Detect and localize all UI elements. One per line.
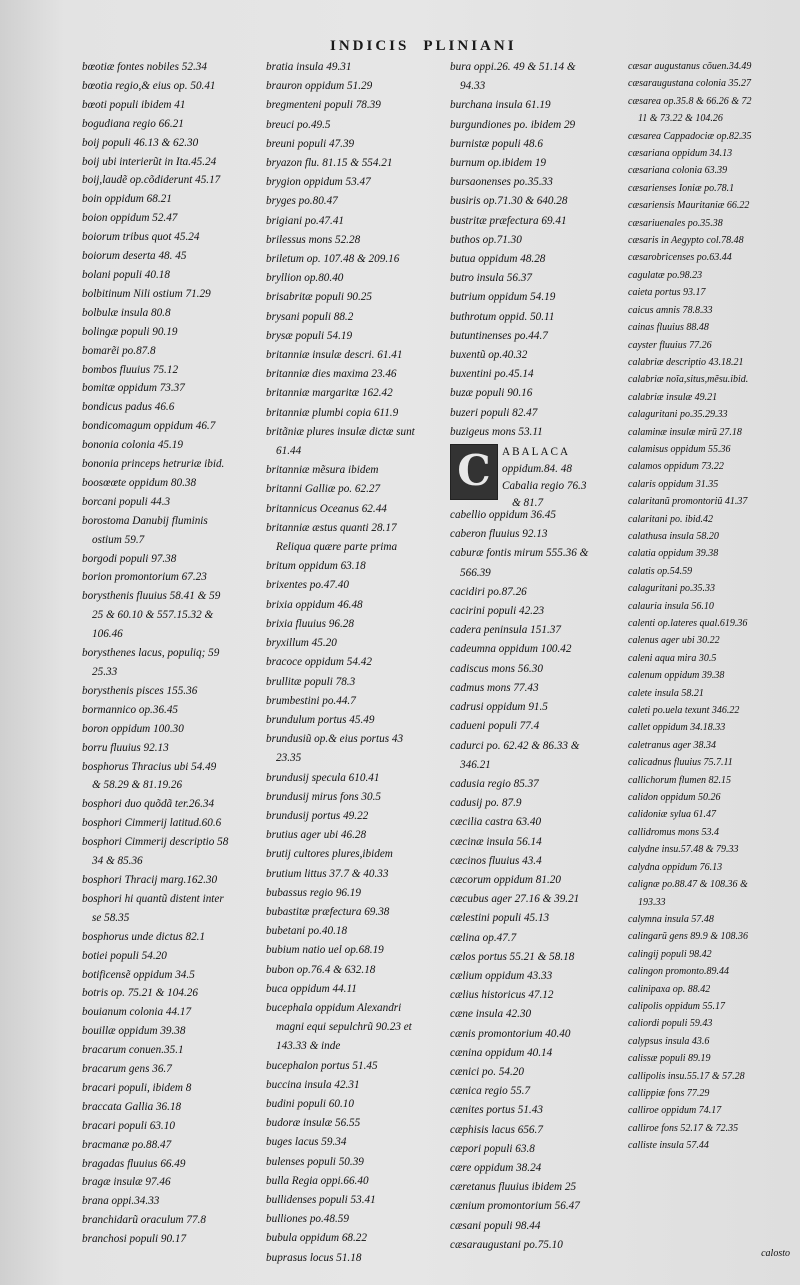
index-entry: brutium littus 37.7 & 40.33: [266, 867, 389, 880]
index-entry: cadrusi oppidum 91.5: [450, 701, 548, 714]
index-entry: brundulum portus 45.49: [266, 713, 375, 726]
index-entry: bucephala oppidum Alexandri: [266, 1001, 402, 1014]
index-entry: bragadas fluuius 66.49: [82, 1157, 186, 1170]
index-entry: caliordi populi 59.43: [628, 1018, 713, 1030]
index-entry: borostoma Danubij fluminis: [82, 514, 208, 527]
section-line: Cabalia regio 76.3: [502, 480, 587, 493]
index-entry: bosphorus unde dictus 82.1: [82, 930, 206, 943]
index-entry: bouianum colonia 44.17: [82, 1006, 192, 1019]
index-entry: breuni populi 47.39: [266, 137, 355, 150]
index-entry: Reliqua quære parte prima: [276, 541, 398, 554]
index-entry: 346.21: [460, 758, 491, 771]
index-entry: buges lacus 59.34: [266, 1136, 347, 1149]
index-entry: bubetani po.40.18: [266, 925, 348, 938]
index-entry: brigiani po.47.41: [266, 214, 345, 227]
index-entry: boiorum deserta 48. 45: [82, 250, 187, 263]
index-entry: boin oppidum 68.21: [82, 193, 172, 206]
index-entry: bosphori Cimmerij descriptio 58: [82, 836, 229, 849]
index-entry: cæretanus fluuius ibidem 25: [450, 1181, 577, 1194]
index-entry: bormannico op.36.45: [82, 703, 179, 716]
index-entry: cæsaris in Aegypto col.78.48: [628, 235, 744, 247]
index-entry: braccata Gallia 36.18: [82, 1100, 182, 1113]
index-entry: calabriæ descriptio 43.18.21: [628, 356, 744, 368]
index-entry: bolani populi 40.18: [82, 268, 170, 281]
index-entry: budoræ insulæ 56.55: [266, 1117, 361, 1130]
index-entry: bosphorus Thracius ubi 54.49: [82, 760, 217, 773]
index-entry: cælium oppidum 43.33: [450, 969, 553, 982]
index-column-4: [628, 58, 790, 1155]
index-entry: calingij populi 98.42: [628, 948, 712, 960]
index-entry: buca oppidum 44.11: [266, 982, 357, 995]
index-entry: cadusij po. 87.9: [450, 797, 522, 810]
index-entry: branchidarũ oraculum 77.8: [82, 1214, 206, 1227]
index-entry: britannicus Oceanus 62.44: [266, 502, 387, 515]
index-entry: borysthenis pisces 155.36: [82, 684, 198, 697]
index-entry: calliste insula 57.44: [628, 1140, 709, 1152]
index-entry: botificensẽ oppidum 34.5: [82, 968, 195, 981]
index-entry: 34 & 85.36: [92, 855, 143, 868]
index-entry: burchana insula 61.19: [450, 99, 551, 112]
index-entry: bubon op.76.4 & 632.18: [266, 963, 376, 976]
index-entry: cadueni populi 77.4: [450, 720, 540, 733]
index-entry: calaguritani po.35.29.33: [628, 409, 728, 421]
index-entry: 106.46: [92, 628, 123, 641]
index-entry: burnistæ populi 48.6: [450, 137, 543, 150]
index-entry: caleti po.uela texunt 346.22: [628, 705, 740, 717]
index-entry: brysæ populi 54.19: [266, 329, 353, 342]
index-entry: cæcorum oppidum 81.20: [450, 873, 561, 886]
index-entry: cæcinos fluuius 43.4: [450, 854, 542, 867]
index-entry: bubula oppidum 68.22: [266, 1232, 367, 1245]
index-entry: boij ubi interierũt in Ita.45.24: [82, 155, 217, 168]
index-entry: cæsani populi 98.44: [450, 1219, 541, 1232]
index-entry: se 58.35: [92, 911, 130, 924]
index-entry: cayster fluuius 77.26: [628, 339, 712, 351]
index-entry: cære oppidum 38.24: [450, 1161, 542, 1174]
index-entry: calabriæ noĩa,situs,mẽsu.ibid.: [628, 374, 749, 386]
index-entry: borysthenis fluuius 58.41 & 59: [82, 590, 221, 603]
index-column-3-b-entries: [450, 58, 622, 442]
index-entry: callippiæ fons 77.29: [628, 1087, 710, 1099]
index-entry: bosphori duo quõdã ter.26.34: [82, 798, 215, 811]
index-entry: calliroe fons 52.17 & 72.35: [628, 1122, 739, 1134]
index-entry: bryges po.80.47: [266, 195, 338, 208]
index-entry: brundusij mirus fons 30.5: [266, 790, 381, 803]
index-entry: bura oppi.26. 49 & 51.14 &: [450, 61, 576, 73]
index-entry: butua oppidum 48.28: [450, 253, 546, 266]
index-entry: calymna insula 57.48: [628, 913, 714, 925]
section-line: oppidum.84. 48: [502, 463, 572, 476]
index-entry: brundusij portus 49.22: [266, 809, 369, 822]
section-line: ABALACA: [502, 446, 571, 459]
index-entry: brundusij specula 610.41: [266, 771, 380, 784]
index-entry: buthos op.71.30: [450, 233, 522, 246]
index-entry: calypsus insula 43.6: [628, 1035, 710, 1047]
index-entry: britanniæ æstus quanti 28.17: [266, 521, 397, 534]
index-entry: bosphori Cimmerij latitud.60.6: [82, 817, 222, 830]
index-entry: budini populi 60.10: [266, 1097, 354, 1110]
index-entry: bullidenses populi 53.41: [266, 1193, 376, 1206]
index-entry: calenti op.lateres qual.619.36: [628, 618, 748, 629]
index-column-3: [450, 58, 622, 1255]
index-entry: borgodi populi 97.38: [82, 552, 177, 565]
index-entry: cadusia regio 85.37: [450, 777, 539, 790]
index-entry: brixia fluuius 96.28: [266, 617, 354, 630]
index-entry: bulliones po.48.59: [266, 1213, 349, 1226]
index-entry: calaritanũ promontoriũ 41.37: [628, 496, 748, 508]
index-entry: borcani populi 44.3: [82, 495, 171, 508]
index-entry: bracarum gens 36.7: [82, 1063, 172, 1076]
index-column-2: [266, 58, 444, 1268]
index-entry: callipolis insu.55.17 & 57.28: [628, 1070, 745, 1082]
index-entry: bolbitinum Nili ostium 71.29: [82, 287, 211, 300]
index-entry: cæsarobricenses po.63.44: [628, 252, 732, 264]
index-entry: cadeumna oppidum 100.42: [450, 643, 572, 656]
index-entry: cæsariuenales po.35.38: [628, 217, 723, 229]
index-entry: calignæ po.88.47 & 108.36 &: [628, 879, 748, 891]
index-entry: butrium oppidum 54.19: [450, 291, 556, 304]
index-entry: britanniæ margaritæ 162.42: [266, 387, 393, 400]
index-entry: calete insula 58.21: [628, 687, 704, 699]
index-entry: caletranus ager 38.34: [628, 739, 717, 751]
index-entry: calamos oppidum 73.22: [628, 461, 724, 473]
index-entry: boij,laudẽ op.cõdiderunt 45.17: [82, 174, 221, 187]
index-entry: cæne insula 42.30: [450, 1008, 532, 1021]
index-entry: cadmus mons 77.43: [450, 681, 539, 694]
index-entry: bubium natio uel op.68.19: [266, 944, 384, 957]
index-entry: cæsar augustanus cõuen.34.49: [628, 61, 752, 72]
section-c-start: [450, 444, 622, 510]
index-entry: cælos portus 55.21 & 58.18: [450, 950, 575, 963]
index-entry: boiorum tribus quot 45.24: [82, 231, 200, 244]
index-entry: butuntinenses po.44.7: [450, 329, 548, 342]
index-entry: brutij cultores plures,ibidem: [266, 848, 393, 861]
index-entry: bracarum conuen.35.1: [82, 1044, 184, 1057]
index-entry: bogudiana regio 66.21: [82, 117, 184, 130]
index-entry: cacidiri po.87.26: [450, 585, 527, 598]
index-entry: caicus amnis 78.8.33: [628, 304, 713, 316]
index-entry: 61.44: [276, 445, 302, 458]
index-entry: calissæ populi 89.19: [628, 1053, 711, 1065]
index-entry: cæsarea op.35.8 & 66.26 & 72: [628, 95, 752, 107]
index-entry: cæcubus ager 27.16 & 39.21: [450, 893, 580, 906]
index-entry: bragæ insulæ 97.46: [82, 1176, 171, 1189]
index-entry: cæsariana oppidum 34.13: [628, 148, 733, 160]
catchword: calosto: [761, 1248, 790, 1259]
index-entry: bosphori Thracij marg.162.30: [82, 873, 218, 886]
index-entry: bononia princeps hetruriæ ibid.: [82, 458, 225, 471]
index-entry: 566.39: [460, 566, 491, 579]
index-entry: buzeri populi 82.47: [450, 406, 538, 419]
index-entry: cæsaraugustana colonia 35.27: [628, 78, 752, 90]
index-entry: britanniæ dies maxima 23.46: [266, 368, 397, 381]
index-entry: cælina op.47.7: [450, 931, 517, 944]
index-entry: cæpori populi 63.8: [450, 1142, 535, 1155]
index-entry: calatis op.54.59: [628, 565, 693, 577]
index-entry: calidon oppidum 50.26: [628, 792, 721, 804]
index-entry: cadiscus mons 56.30: [450, 662, 543, 675]
index-entry: britãniæ plures insulæ dictæ sunt: [266, 425, 415, 438]
index-entry: busiris op.71.30 & 640.28: [450, 195, 568, 208]
index-entry: bracoce oppidum 54.42: [266, 656, 372, 669]
index-entry: 25 & 60.10 & 557.15.32 &: [92, 609, 214, 622]
index-entry: bosphori hi quantũ distent inter: [82, 892, 224, 905]
index-entry: cæsarienses Ioniæ po.78.1: [628, 182, 735, 194]
index-entry: bustritæ præfectura 69.41: [450, 214, 567, 227]
running-header: [330, 38, 590, 55]
index-entry: britanniæ insulæ descri. 61.41: [266, 349, 403, 362]
section-line: & 81.7: [512, 497, 544, 510]
index-entry: buxentini po.45.14: [450, 368, 534, 381]
index-entry: cadera peninsula 151.37: [450, 624, 561, 637]
index-entry: calingarũ gens 89.9 & 108.36: [628, 931, 748, 943]
index-entry: calingon promonto.89.44: [628, 966, 730, 978]
index-entry: caberon fluuius 92.13: [450, 528, 548, 541]
index-entry: brutius ager ubi 46.28: [266, 829, 367, 842]
index-entry: & 58.29 & 81.19.26: [92, 779, 183, 792]
index-entry: cænici po. 54.20: [450, 1065, 524, 1078]
index-entry: cainas fluuius 88.48: [628, 322, 709, 334]
index-entry: callichorum flumen 82.15: [628, 774, 732, 786]
index-entry: britanniæ plumbi copia 611.9: [266, 406, 399, 419]
index-entry: borysthenes lacus, populiq; 59: [82, 647, 220, 660]
index-entry: bracmanæ po.88.47: [82, 1138, 172, 1151]
index-entry: bregmenteni populi 78.39: [266, 99, 381, 112]
index-entry: burgundiones po. ibidem 29: [450, 118, 576, 131]
section-c-first-entry: [502, 444, 627, 512]
index-entry: calicadnus fluuius 75.7.11: [628, 757, 733, 769]
index-entry: calipolis oppidum 55.17: [628, 1000, 725, 1012]
index-entry: callet oppidum 34.18.33: [628, 722, 726, 734]
index-column-1: [82, 58, 262, 1249]
index-entry: buxentũ op.40.32: [450, 349, 528, 362]
index-entry: calathusa insula 58.20: [628, 530, 719, 542]
index-entry: bursaonenses po.35.33: [450, 176, 553, 189]
index-entry: calinipaxa op. 88.42: [628, 983, 711, 995]
index-entry: bononia colonia 45.19: [82, 439, 183, 452]
index-entry: bomitæ oppidum 73.37: [82, 382, 185, 395]
index-entry: brana oppi.34.33: [82, 1195, 160, 1208]
index-entry: calatia oppidum 39.38: [628, 548, 719, 560]
index-entry: bombos fluuius 75.12: [82, 363, 179, 376]
index-entry: bracari populi 63.10: [82, 1119, 175, 1132]
index-entry: cæcilia castra 63.40: [450, 816, 542, 829]
index-entry: britanni Galliæ po. 62.27: [266, 483, 381, 496]
index-entry: cænites portus 51.43: [450, 1104, 543, 1117]
index-entry: cænica regio 55.7: [450, 1085, 531, 1098]
index-entry: bouillæ oppidum 39.38: [82, 1025, 186, 1038]
index-entry: butro insula 56.37: [450, 272, 532, 285]
index-entry: calaritani po. ibid.42: [628, 513, 713, 525]
index-entry: cælius historicus 47.12: [450, 989, 554, 1002]
index-entry: calaguritani po.35.33: [628, 583, 715, 595]
index-entry: botris op. 75.21 & 104.26: [82, 987, 198, 1000]
index-entry: brygion oppidum 53.47: [266, 176, 371, 189]
index-entry: bœoti populi ibidem 41: [82, 98, 186, 111]
index-entry: cæsariana colonia 63.39: [628, 165, 728, 177]
index-entry: borion promontorium 67.23: [82, 571, 207, 584]
index-entry: britanniæ mẽsura ibidem: [266, 464, 379, 477]
index-entry: bœotia regio,& eius op. 50.41: [82, 79, 216, 92]
index-entry: 193.33: [638, 896, 666, 908]
index-entry: calenum oppidum 39.38: [628, 670, 725, 682]
index-entry: caburæ fontis mirum 555.36 &: [450, 547, 589, 560]
index-entry: cacirini populi 42.23: [450, 605, 545, 618]
index-entry: cagulatæ po.98.23: [628, 269, 703, 281]
header-word-pliniani: PLINIANI: [423, 38, 517, 54]
index-column-3-c-entries: [450, 506, 622, 1255]
index-entry: cæcinæ insula 56.14: [450, 835, 542, 848]
index-entry: cæsaraugustani po.75.10: [450, 1238, 563, 1251]
header-word-indicis: INDICIS: [330, 38, 410, 54]
index-entry: ostium 59.7: [92, 533, 145, 546]
index-entry: breuci po.49.5: [266, 118, 331, 131]
index-entry: brysani populi 88.2: [266, 310, 354, 323]
index-entry: cabellio oppidum 36.45: [450, 509, 556, 522]
index-entry: bryllion op.80.40: [266, 272, 344, 285]
index-entry: brauron oppidum 51.29: [266, 80, 373, 93]
index-entry: brixia oppidum 46.48: [266, 598, 363, 611]
index-entry: brilessus mons 52.28: [266, 233, 361, 246]
index-entry: calydne insu.57.48 & 79.33: [628, 844, 739, 856]
index-entry: cænina oppidum 40.14: [450, 1046, 553, 1059]
index-entry: brisabritæ populi 90.25: [266, 291, 372, 304]
index-entry: briletum op. 107.48 & 209.16: [266, 253, 400, 266]
index-entry: caleni aqua mira 30.5: [628, 652, 717, 664]
index-entry: 25.33: [92, 666, 118, 678]
index-entry: boosœœte oppidum 80.38: [82, 476, 197, 489]
index-entry: cænis promontorium 40.40: [450, 1027, 571, 1040]
index-entry: brullitæ populi 78.3: [266, 675, 356, 688]
index-entry: bondicus padus 46.6: [82, 401, 175, 414]
index-entry: bubastitæ præfectura 69.38: [266, 905, 390, 918]
index-entry: brundusiũ op.& eius portus 43: [266, 733, 404, 746]
index-entry: calydna oppidum 76.13: [628, 861, 723, 873]
index-entry: bratia insula 49.31: [266, 61, 352, 73]
index-entry: cælestini populi 45.13: [450, 912, 550, 925]
index-entry: buthrotum oppid. 50.11: [450, 310, 555, 323]
index-entry: cadurci po. 62.42 & 86.33 &: [450, 739, 580, 752]
index-entry: buzæ populi 90.16: [450, 387, 533, 400]
index-entry: boron oppidum 100.30: [82, 722, 184, 735]
index-entry: bœotiæ fontes nobiles 52.34: [82, 61, 207, 73]
index-entry: buprasus locus 51.18: [266, 1251, 362, 1264]
index-entry: calauria insula 56.10: [628, 600, 714, 612]
index-entry: calabriæ insulæ 49.21: [628, 391, 718, 403]
index-entry: callidromus mons 53.4: [628, 826, 720, 838]
index-entry: 94.33: [460, 80, 486, 93]
index-entry: magni equi sepulchrũ 90.23 et: [276, 1021, 412, 1034]
index-entry: bolingæ populi 90.19: [82, 325, 178, 338]
index-entry: branchosi populi 90.17: [82, 1233, 187, 1246]
index-entry: brumbestini po.44.7: [266, 694, 356, 707]
index-entry: boion oppidum 52.47: [82, 212, 178, 225]
index-entry: 143.33 & inde: [276, 1040, 341, 1053]
index-entry: boij populi 46.13 & 62.30: [82, 136, 199, 149]
index-entry: calamisus oppidum 55.36: [628, 443, 731, 455]
index-entry: botiei populi 54.20: [82, 949, 167, 962]
index-entry: brixentes po.47.40: [266, 579, 349, 592]
index-entry: calliroe oppidum 74.17: [628, 1105, 722, 1117]
index-entry: bucephalon portus 51.45: [266, 1059, 378, 1072]
index-entry: bracari populi, ibidem 8: [82, 1081, 192, 1094]
index-entry: buccina insula 42.31: [266, 1078, 360, 1091]
index-entry: calidoniæ sylua 61.47: [628, 809, 717, 821]
index-entry: bryxillum 45.20: [266, 637, 337, 650]
index-entry: bolbulæ insula 80.8: [82, 306, 171, 319]
index-entry: burnum op.ibidem 19: [450, 157, 547, 170]
index-entry: cæsariensis Mauritaniæ 66.22: [628, 200, 750, 212]
index-entry: buzigeus mons 53.11: [450, 425, 543, 438]
index-entry: cæsarea Cappadociæ op.82.35: [628, 130, 752, 142]
index-entry: bryazon flu. 81.15 & 554.21: [266, 157, 393, 170]
index-entry: bomarẽi po.87.8: [82, 344, 156, 357]
index-entry: calaris oppidum 31.35: [628, 478, 719, 490]
index-entry: calenus ager ubi 30.22: [628, 635, 720, 647]
index-entry: 11 & 73.22 & 104.26: [638, 113, 723, 125]
decorated-initial-c: C: [450, 444, 498, 500]
index-entry: bubassus regio 96.19: [266, 886, 361, 899]
index-entry: bondicomagum oppidum 46.7: [82, 420, 216, 433]
index-entry: caieta portus 93.17: [628, 287, 706, 299]
index-entry: 23.35: [276, 752, 302, 765]
index-entry: cæphisis lacus 656.7: [450, 1123, 543, 1136]
index-entry: bulla Regia oppi.66.40: [266, 1174, 369, 1187]
index-entry: bulenses populi 50.39: [266, 1155, 364, 1168]
index-entry: cænium promontorium 56.47: [450, 1200, 580, 1213]
index-entry: borru fluuius 92.13: [82, 741, 169, 754]
index-entry: britum oppidum 63.18: [266, 560, 366, 573]
index-entry: calaminæ insulæ mirũ 27.18: [628, 426, 742, 438]
